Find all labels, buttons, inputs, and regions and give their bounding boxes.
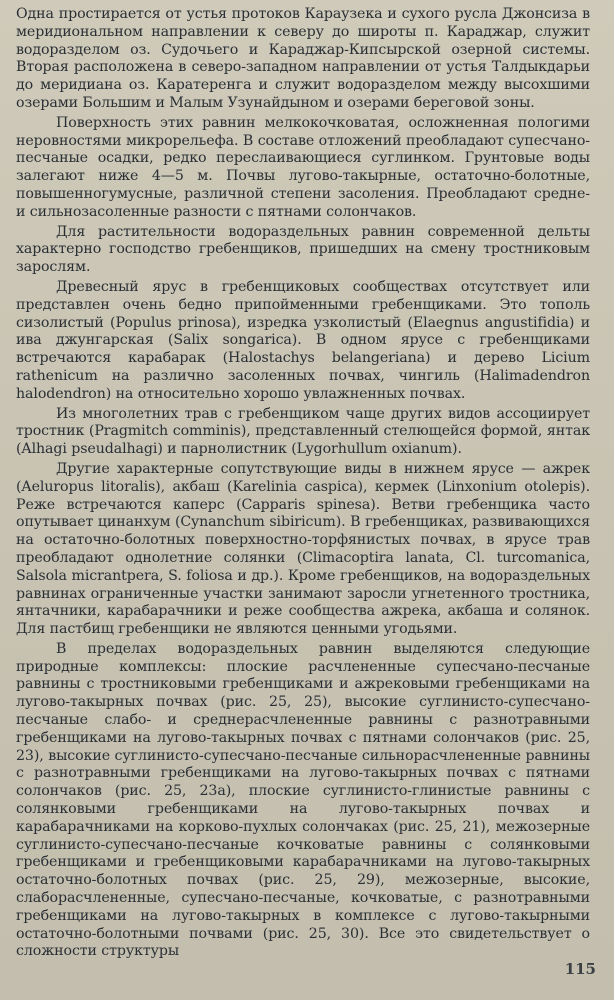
paragraph-2: Поверхность этих равнин мелкокочковатая, осложненная пологими неровностями микрорельефа. В составе отложений преобладают супесчано-песчаные осадки, редко переслаивающиеся суглинком. Грунтовые воды залегают ниже 4—5 м. Почвы лугово-такырные, остаточно-болотные, повышенногумусные, различной степени засоления. Преобладают средне- и сильнозасоленные разности с пятнами солончаков. — [16, 114, 590, 220]
paragraph-3: Для растительности водораздельных равнин современной дельты характерно господство гребенщиков, пришедших на смену тростниковым зарослям. — [16, 223, 590, 276]
paragraph-7: В пределах водораздельных равнин выделяются следующие природные комплексы: плоские расчлененные супесчано-песчаные равнины с тростниковыми гребенщиками и ажрековыми гребенщиками на лугово-такырных почвах (рис. 25, 25), высокие суглинисто-супесчано-песчаные слабо- и среднерасчлененные равнины с разнотравными гребенщиками на лугово-такырных почвах с пятнами солончаков (рис. 25, 23), высокие суглинисто-супесчано-песчаные сильнорасчлененные равнины с разнотравными гребенщиками на лугово-такырных почвах с пятнами солончаков (рис. 25, 23а), плоские суглинисто-глинистые равнины с солянковыми гребенщиками на лугово-такырных почвах и карабарачниками на корково-пухлых солончаках (рис. 25, 21), межозерные суглинисто-супесчано-песчаные кочковатые равнины с солянковыми гребенщиками и гребенщиковыми карабарачниками на лугово-такырных остаточно-болотных почвах (рис. 25, 29), межозерные, высокие, слаборасчлененные, супесчано-песчаные, кочковатые, с разнотравными гребенщиками на лугово-такырных в комплексе с лугово-такырными остаточно-болотными почвами (рис. 25, 30). Все это свидетельствует о сложности структуры — [16, 640, 590, 960]
page-number: 115 — [564, 960, 596, 978]
paragraph-5: Из многолетних трав с гребенщиком чаще других видов ассоциирует тростник (Pragmitch comminis), представленный стелющейся формой, янтак (Alhagi pseudalhagi) и парнолистник (Lygorhullum oxianum). — [16, 405, 590, 458]
text-body — [16, 6, 590, 963]
paragraph-1: Одна простирается от устья протоков Караузека и сухого русла Джонсиза в меридиональном направлении к северу до широты п. Караджар, служит водоразделом оз. Судочьего и Караджар-Кипсырской озерной системы. Вторая расположена в северо-западном направлении от устья Талдыкдарьи до меридиана оз. Каратеренга и служит водоразделом между высохшими озерами Большим и Малым Узунайдыном и озерами береговой зоны. — [16, 6, 590, 111]
paragraph-4: Древесный ярус в гребенщиковых сообществах отсутствует или представлен очень бедно припойменными гребенщиками. Это тополь сизолистый (Populus prinosa), изредка узколистый (Elaegnus angustifidia) и ива джунгарская (Salix songarica). В одном ярусе с гребенщиками встречаются карабарак (Halostachys belangeriana) и дерево Licium rathenicum на различно засоленных почвах, чингиль (Halimadendron halodendron) на относительно хорошо увлажненных почвах. — [16, 278, 590, 402]
paragraph-6: Другие характерные сопутствующие виды в нижнем ярусе — ажрек (Aeluropus litoralis), акбаш (Karelinia caspica), кермек (Linxonium otolepis). Реже встречаются каперс (Capparis spinesa). Ветви гребенщика часто опутывает цинанхум (Cynanchum sibiricum). В гребенщиках, развивающихся на остаточно-болотных поверхностно-торфянистых почвах, в ярусе трав преобладают однолетние солянки (Climacoptira lanata, Cl. turcomanica, Salsola micrantpera, S. foliosa и др.). Кроме гребенщиков, на водораздельных равнинах ограниченные участки занимают заросли угнетенного тростника, янтачники, карабарачники и реже сообщества ажрека, акбаша и солянок. Для пастбищ гребенщики не являются ценными угодьями. — [16, 460, 590, 638]
